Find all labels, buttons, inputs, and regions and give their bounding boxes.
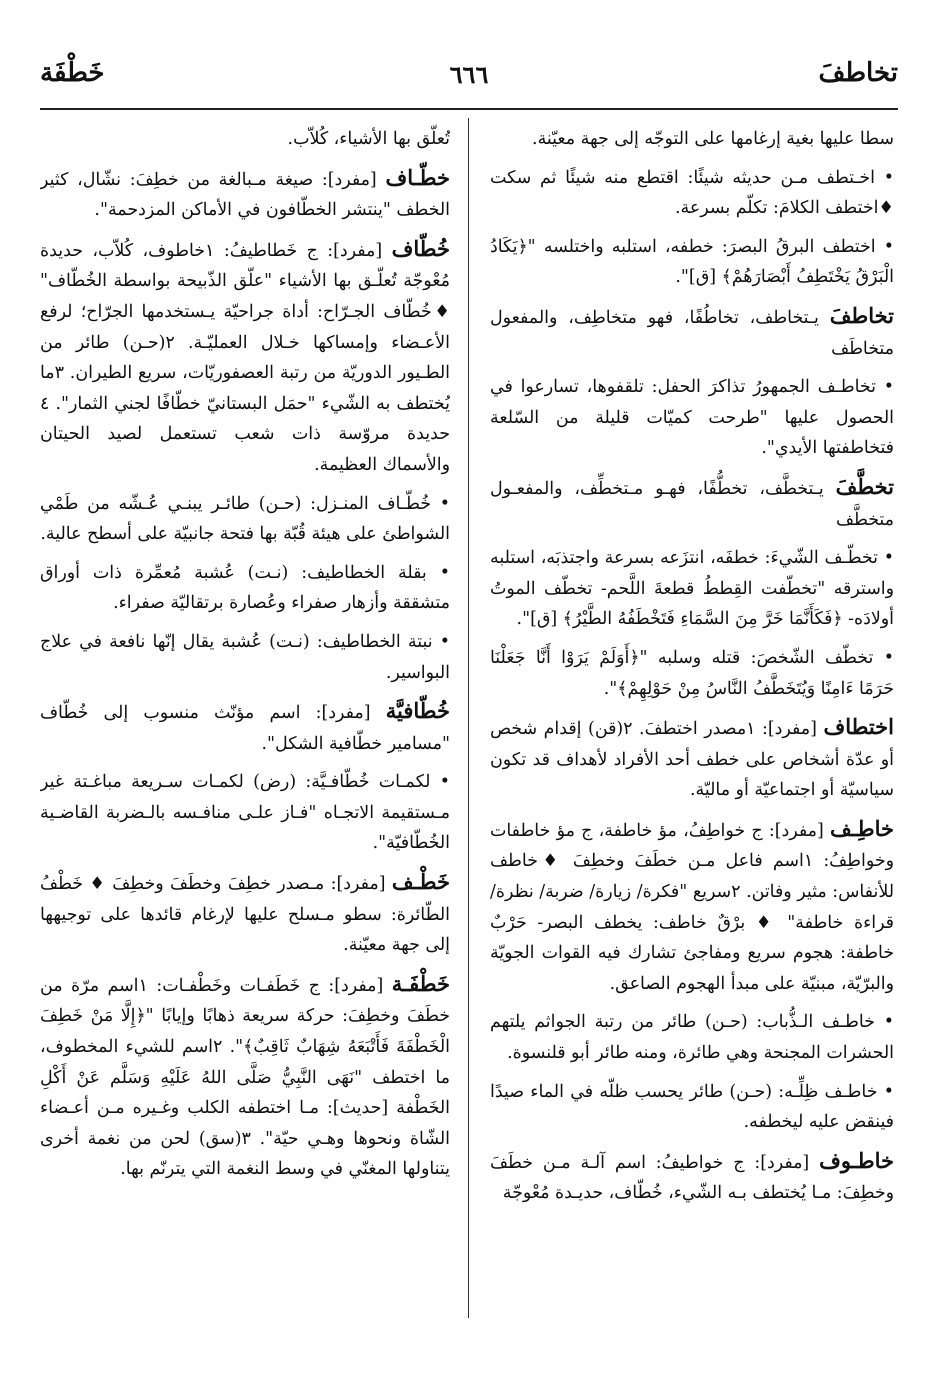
- dictionary-entry: [40, 163, 450, 226]
- dictionary-entry: [40, 124, 450, 155]
- entry-headword: خُطّافيَّة: [385, 698, 450, 724]
- dictionary-entry: [40, 234, 450, 481]
- entry-text: • اخـتطف مـن حديثه شيئًا: اقتطع منه شيئًا ثم سكت ♦اختطف الكلامَ: تكلّم بسرعة.: [490, 167, 894, 219]
- dictionary-entry: [490, 163, 894, 224]
- entry-text: • تخطّف الشّخصَ: قتله وسلبه "﴿أَوَلَمْ يَرَوْا أَنَّا جَعَلْنَا حَرَمًا ءَامِنًا وَيُتَخَطَّفُ النَّاسُ مِنْ حَوْلِهِمْ﴾".: [490, 647, 894, 699]
- dictionary-entry: [490, 643, 894, 704]
- right-column: [490, 124, 894, 1318]
- dictionary-entry: [490, 301, 894, 364]
- entry-text: [مفرد]: ج خَطاطيفُ: ١خاطوف، كُلاّب، حديدة مُعْوجّة تُعلّـق بها الأشياء "علّق الذّبيحة بواسطة الخُطّاف" ♦خُطّاف الجـرّاح: أداة جراحيّة يـستخدمها الجرّاح؛ لرفع الأعـضاء وإمساكها خـلال العمليّـة. ٢(حـن) طائر من الطـيور الدوريّة من رتبة العصفوريّات، سريع الطيران. ٣ما يُختطف به الشّيء "حمَل البستانيّ خطّافًا لجني الثمار". ٤ حديدة مروّسة ذات شعب تستعمل لصيد الحيتان والأسماك العظيمة.: [40, 240, 450, 475]
- entry-text: [مفرد]: ج خواطيفُ: اسم آلـة مـن خطَفَ وخطِفَ: مـا يُختطف بـه الشّيء، خُطّاف، حديـدة مُعْوجّة: [490, 1152, 894, 1204]
- entry-text: • نبتة الخطاطيف: (نـت) عُشبة يقال إنّها نافعة في علاج البواسير.: [40, 631, 450, 683]
- dictionary-entry: [490, 124, 894, 155]
- entry-text: • بقلة الخطاطيف: (نـت) عُشبة مُعمِّرة ذات أوراق متشققة وأزهار صفراء وعُصارة برتقاليّة صفراء.: [40, 562, 450, 614]
- entry-text: يـتخطَّف، تخطُّفًا، فهـو مـتخطِّف، والمفعـول متخطَّف: [490, 478, 894, 530]
- dictionary-entry: [490, 712, 894, 806]
- header-left-word: خَطْفَة: [40, 58, 105, 88]
- entry-text: يـتخاطف، تخاطُفًا، فهو متخاطِف، والمفعول متخاطَف: [490, 307, 894, 359]
- entry-text: • اختطف البرقُ البصرَ: خطفه، استلبه واختلسه "﴿يَكَادُ الْبَرْقُ يَخْتَطِفُ أَبْصَارَهُمْ﴾ [ق]".: [490, 236, 894, 288]
- entry-headword: خطّـاف: [385, 164, 450, 190]
- entry-headword: خَطْـف: [391, 869, 450, 895]
- dictionary-entry: [40, 489, 450, 550]
- entry-text: [مفرد]: صيغة مـبالغة من خطِفَ: نشّال، كثير الخطف "ينتشر الخطّافون في الأماكن المزدحمة".: [40, 169, 450, 221]
- dictionary-entry: [40, 627, 450, 688]
- entry-text: سطا عليها بغية إرغامها على التوجّه إلى جهة معيّنة.: [532, 129, 894, 149]
- entry-headword: تخاطفَ: [829, 302, 894, 328]
- dictionary-entry: [40, 867, 450, 961]
- entry-text: [مفرد]: مـصدر خطِفَ وخطَفَ وخطِفَ ♦ خَطْفُ الطّائرة: سطو مـسلح عليها لإرغام قائدها على توجيهها إلى جهة معيّنة.: [40, 874, 450, 956]
- header-right-word: تخاطفَ: [818, 58, 898, 88]
- entry-text: [مفرد]: ج خواطِفُ، مؤ خاطفة، ج مؤ خاطفات وخواطِفُ: ١اسم فاعل مـن خطَفَ وخطِفَ ♦خاطف للأنفاس: مثير وفاتن. ٢سريع "فكرة/ زيارة/ ضربة/ نظرة/ قراءة خاطفة" ♦ برْقٌ خاطف: يخطف البصر- حَرْبٌ خاطفة: هجوم سريع ومفاجئ تشارك فيه القوات الجويّة والبرّيّة، مبنيّة على مبدأ الهجوم الصاعق.: [490, 820, 894, 994]
- dictionary-entry: [490, 1077, 894, 1138]
- entry-headword: خَطْفَـة: [391, 970, 450, 996]
- dictionary-entry: [490, 372, 894, 464]
- entry-text: • تخاطـف الجمهورُ تذاكرَ الحفل: تلقفوها، تسارعوا في الحصول عليها "طرحت كميّات قليلة من السّلعة فتخاطفتها الأيدي".: [490, 377, 894, 459]
- dictionary-entry: [490, 472, 894, 535]
- entry-text: [مفرد]: ١مصدر اختطفَ. ٢(قن) إقدام شخص أو عدّة أشخاص على خطف أحد الأفراد لأهداف قد تكون سياسيّة أو اجتماعيّة أو ماليّة.: [490, 719, 894, 801]
- dictionary-entry: [40, 558, 450, 619]
- dictionary-entry: [40, 969, 450, 1185]
- entry-text: • لكمـات خُطّافـيَّة: (رض) لكمـات سـريعة مباغـتة غير مـستقيمة الاتجـاه "فـاز علـى منافـسه بالـضربة القاضـية الخُطّافيّة".: [40, 772, 450, 854]
- entry-text: • خاطـف الـذُّباب: (حـن) طائر من رتبة الجواثم يلتهم الحشرات المجنحة وهي طائرة، ومنه طائر أبو قلنسوة.: [490, 1012, 894, 1064]
- entry-text: • تخطّـف الشّيءَ: خطفَه، انتزَعه بسرعة واجتذبَه، استلبه واسترقه "تخطّفت القِططُ قطعةَ اللَّحم- تخطّف الموتُ أولادَه- ﴿فَكَأَنَّمَا خَرَّ مِنَ السَّمَاءِ فَتَخْطَفُهُ الطَّيْرُ﴾ [ق]".: [490, 548, 894, 630]
- entry-headword: خُطّاف: [391, 235, 450, 261]
- entry-headword: اختطاف: [823, 714, 894, 740]
- header-rule: [40, 108, 898, 110]
- dictionary-entry: [490, 1146, 894, 1209]
- dictionary-entry: [490, 232, 894, 293]
- entry-text: • خاطـف ظِلِّـه: (حـن) طائر يحسب ظلّه في الماء صيدًا فينقض عليه ليخطفه.: [490, 1081, 894, 1133]
- left-column: [40, 124, 450, 1318]
- column-divider: [468, 118, 469, 1318]
- entry-text: تُعلّق بها الأشياء، كُلاّب.: [287, 129, 450, 149]
- entry-text: [مفرد]: ج خَطَفـات وخَطْفـات: ١اسم مرّة من خطَفَ وخطِفَ: حركة سريعة ذهابًا وإيابًا "﴿إِلَّا مَنْ خَطِفَ الْخَطْفَةَ فَأَتْبَعَهُ شِهَابٌ ثَاقِبٌ﴾". ٢اسم للشيء المخطوف، ما اختطف "نَهَى النَّبِيُّ صَلَّى اللهُ عَلَيْهِ وَسَلَّم عَنْ أَكْلِ الخَطْفة [حديث]: مـا اختطفه الكلب وغـيره مـن أعـضاء الشّاة ونحوها وهـي حيّة". ٣(سق) لحن من نغمة أخرى يتناولها المغنّي في وسط النغمة التي يترنّم بها.: [40, 975, 450, 1180]
- entry-headword: خاطـوف: [819, 1147, 894, 1173]
- dictionary-entry: [40, 767, 450, 859]
- dictionary-entry: [40, 696, 450, 759]
- entry-text: • خُطّـاف المنـزل: (حـن) طائـر يبنـي عُـشّه من طَمْي الشواطئ على هيئة قُبّة بها فتحة جانبيّة على أسطح عالية.: [40, 493, 450, 545]
- dictionary-entry: [490, 814, 894, 1000]
- entry-headword: خاطِـف: [830, 815, 894, 841]
- entry-headword: تخطَّفَ: [835, 473, 894, 499]
- page-header: [40, 58, 898, 102]
- dictionary-entry: [490, 543, 894, 635]
- dictionary-entry: [490, 1007, 894, 1068]
- entry-text: [مفرد]: اسم مؤنّث منسوب إلى خُطّاف "مسامير خطّافية الشكل".: [40, 703, 450, 754]
- page-number: ٦٦٦: [449, 60, 489, 89]
